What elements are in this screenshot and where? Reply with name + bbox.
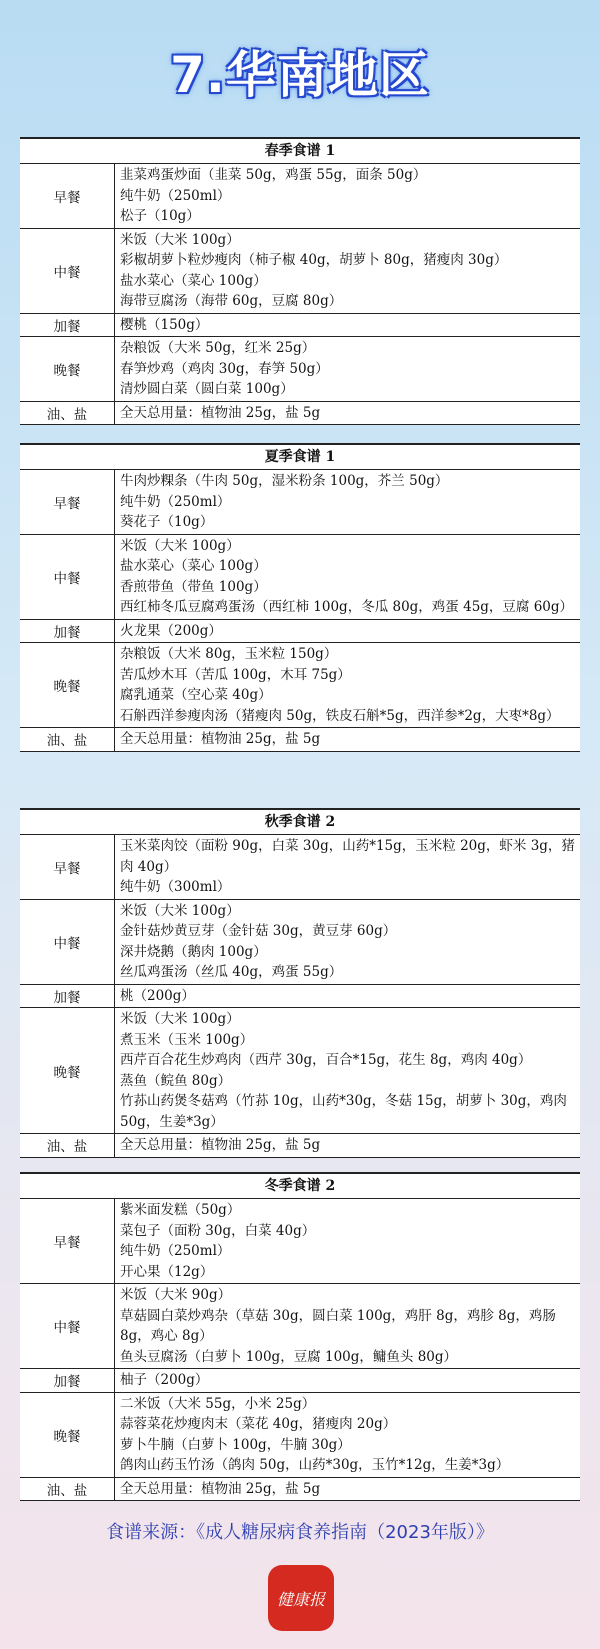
menu-title: 夏季食谱 1 [20,445,580,470]
dish-line: 萝卜牛腩（白萝卜 100g，牛腩 30g） [120,1436,351,1453]
dish-line: 玉米菜肉饺（面粉 90g，白菜 30g，山药*15g，玉米粒 20g，虾米 3g，猪肉 40g） [120,838,575,875]
dish-line: 火龙果（200g） [120,622,222,639]
dish-line: 米饭（大米 100g） [120,537,240,554]
menu-table [20,443,580,752]
meal-items [115,337,580,401]
meal-items [115,1134,580,1157]
dish-line: 鱼头豆腐汤（白萝卜 100g，豆腐 100g，鳙鱼头 80g） [120,1348,458,1365]
meal-row [20,1134,580,1157]
meal-items [115,835,580,899]
dish-line: 盐水菜心（菜心 100g） [120,272,267,289]
menu-title: 秋季食谱 2 [20,810,580,835]
meal-row [20,1008,580,1134]
dish-line: 鸽肉山药玉竹汤（鸽肉 50g，山药*30g，玉竹*12g，生姜*3g） [120,1457,510,1473]
dish-line: 纯牛奶（300ml） [120,879,231,895]
dish-line: 纯牛奶（250ml） [120,493,231,510]
meal-items [115,470,580,534]
meal-row [20,535,580,620]
dish-line: 樱桃（150g） [120,316,209,333]
meal-items [115,1284,580,1368]
meal-items [115,1008,580,1133]
menu-table [20,1172,580,1501]
menu-table [20,137,580,425]
meal-items [115,728,580,751]
meal-label: 油、盐 [20,1478,115,1501]
dish-line: 纯牛奶（250ml） [120,187,231,204]
meal-label: 加餐 [20,620,115,643]
dish-line: 韭菜鸡蛋炒面（韭菜 50g，鸡蛋 55g，面条 50g） [120,167,427,183]
meal-items [115,535,580,619]
dish-line: 西芹百合花生炒鸡肉（西芹 30g，百合*15g，花生 8g，鸡肉 40g） [120,1052,532,1068]
dish-line: 春笋炒鸡（鸡肉 30g，春笋 50g） [120,360,329,377]
meal-label: 油、盐 [20,1134,115,1157]
meal-row [20,229,580,314]
dish-line: 菜包子（面粉 30g，白菜 40g） [120,1222,316,1239]
dish-line: 杂粮饭（大米 80g，玉米粒 150g） [120,646,338,662]
dish-line: 深井烧鹅（鹅肉 100g） [120,943,267,960]
dish-line: 竹荪山药煲冬菇鸡（竹荪 10g，山药*30g，冬菇 15g，胡萝卜 30g，鸡肉 50g，生姜*3g） [120,1093,567,1130]
dish-line: 石斛西洋参瘦肉汤（猪瘦肉 50g，铁皮石斛*5g，西洋参*2g，大枣*8g） [120,707,560,724]
dish-line: 牛肉炒粿条（牛肉 50g，湿米粉条 100g，芥兰 50g） [120,473,449,489]
meal-label: 晚餐 [20,337,115,401]
meal-label: 早餐 [20,470,115,534]
dish-line: 米饭（大米 90g） [120,1287,232,1303]
meal-row [20,470,580,535]
dish-line: 松子（10g） [120,208,200,224]
dish-line: 香煎带鱼（带鱼 100g） [120,578,267,595]
meal-items [115,1478,580,1501]
dish-line: 米饭（大米 100g） [120,231,240,248]
recipe-source: 食谱来源：《成人糖尿病食养指南（2023年版）》 [106,1522,494,1543]
dish-line: 纯牛奶（250ml） [120,1243,231,1259]
meal-label: 晚餐 [20,1393,115,1477]
dish-line: 柚子（200g） [120,1372,209,1388]
meal-items [115,643,580,727]
logo-text: 健康报 [276,1589,325,1609]
meal-items [115,164,580,228]
dish-line: 丝瓜鸡蛋汤（丝瓜 40g，鸡蛋 55g） [120,964,343,980]
dish-line: 全天总用量：植物油 25g，盐 5g [120,404,321,421]
dish-line: 蒜蓉菜花炒瘦肉末（菜花 40g，猪瘦肉 20g） [120,1416,397,1432]
dish-line: 米饭（大米 100g） [120,1011,240,1027]
menu-title: 春季食谱 1 [20,139,580,164]
meal-label: 中餐 [20,900,115,984]
meal-row [20,900,580,985]
meal-row [20,1393,580,1478]
meal-items [115,1369,580,1392]
dish-line: 开心果（12g） [120,1263,214,1280]
meal-row [20,164,580,229]
meal-items [115,314,580,337]
meal-items [115,900,580,984]
meal-items [115,1393,580,1477]
meal-row [20,337,580,402]
menu-title: 冬季食谱 2 [20,1174,580,1199]
logo [268,1565,334,1631]
meal-items [115,985,580,1008]
meal-row [20,835,580,900]
dish-line: 煮玉米（玉米 100g） [120,1031,254,1048]
meal-label: 晚餐 [20,643,115,727]
meal-row [20,1478,580,1501]
meal-items [115,1199,580,1283]
meal-label: 晚餐 [20,1008,115,1133]
meal-label: 加餐 [20,985,115,1008]
dish-line: 全天总用量：植物油 25g，盐 5g [120,1480,321,1497]
dish-line: 蒸鱼（鲩鱼 80g） [120,1072,232,1089]
meal-row [20,1369,580,1393]
dish-line: 腐乳通菜（空心菜 40g） [120,687,272,703]
meal-label: 早餐 [20,164,115,228]
dish-line: 海带豆腐汤（海带 60g，豆腐 80g） [120,293,343,309]
meal-label: 中餐 [20,1284,115,1368]
meal-label: 加餐 [20,1369,115,1392]
dish-line: 米饭（大米 100g） [120,902,240,919]
dish-line: 葵花子（10g） [120,514,214,530]
dish-line: 清炒圆白菜（圆白菜 100g） [120,381,294,397]
meal-row [20,728,580,751]
page-title: 7.华南地区 [170,46,430,104]
dish-line: 草菇圆白菜炒鸡杂（草菇 30g，圆白菜 100g，鸡肝 8g，鸡胗 8g，鸡肠 8g，鸡心 8g） [120,1307,556,1344]
meal-row [20,643,580,728]
meal-row [20,314,580,338]
meal-label: 加餐 [20,314,115,337]
dish-line: 盐水菜心（菜心 100g） [120,558,267,574]
dish-line: 紫米面发糕（50g） [120,1202,241,1218]
meal-label: 中餐 [20,535,115,619]
meal-label: 中餐 [20,229,115,313]
meal-label: 早餐 [20,835,115,899]
dish-line: 苦瓜炒木耳（苦瓜 100g，木耳 75g） [120,666,351,683]
dish-line: 全天总用量：植物油 25g，盐 5g [120,1137,321,1153]
meal-items [115,402,580,425]
dish-line: 杂粮饭（大米 50g，红米 25g） [120,340,316,356]
meal-label: 油、盐 [20,402,115,425]
meal-row [20,1199,580,1284]
meal-row [20,620,580,644]
dish-line: 二米饭（大米 55g，小米 25g） [120,1395,316,1412]
menu-table [20,808,580,1158]
meal-items [115,620,580,643]
meal-row [20,1284,580,1369]
dish-line: 桃（200g） [120,987,195,1004]
meal-label: 油、盐 [20,728,115,751]
meal-items [115,229,580,313]
meal-row [20,985,580,1009]
dish-line: 彩椒胡萝卜粒炒瘦肉（柿子椒 40g，胡萝卜 80g，猪瘦肉 30g） [120,252,508,268]
dish-line: 全天总用量：植物油 25g，盐 5g [120,731,321,747]
meal-row [20,402,580,425]
dish-line: 西红柿冬瓜豆腐鸡蛋汤（西红柿 100g，冬瓜 80g，鸡蛋 45g，豆腐 60g） [120,599,574,615]
dish-line: 金针菇炒黄豆芽（金针菇 30g，黄豆芽 60g） [120,923,397,939]
meal-label: 早餐 [20,1199,115,1283]
